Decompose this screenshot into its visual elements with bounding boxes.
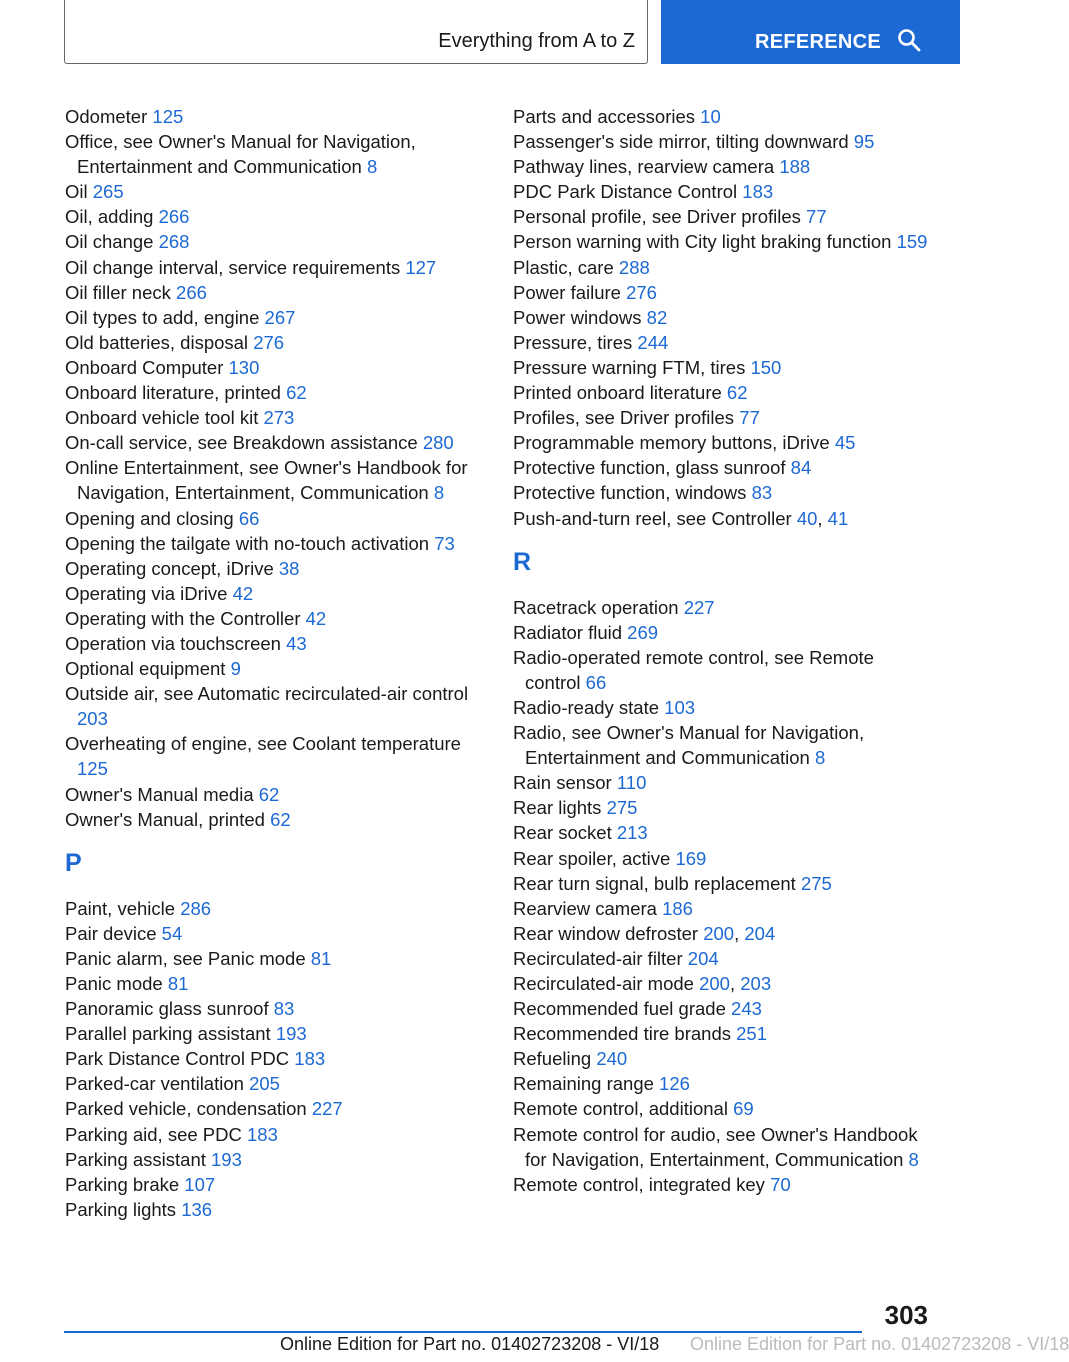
index-entry	[65, 946, 485, 971]
page-reference-link[interactable]: 251	[736, 1023, 768, 1045]
index-term: Onboard Computer	[65, 356, 224, 378]
page-reference-link[interactable]: 126	[659, 1073, 690, 1095]
index-term: Operating concept, iDrive	[65, 557, 274, 579]
index-term: Operation via touchscreen	[65, 632, 281, 654]
page-reference-link[interactable]: 193	[211, 1148, 242, 1170]
index-term: Radio, see Owner's Manual for Navigation, Entertainment and Communication	[513, 722, 865, 769]
page-reference-link[interactable]: 82	[646, 306, 668, 328]
index-term: Parked vehicle, condensation	[65, 1098, 307, 1120]
index-entry	[65, 921, 485, 946]
index-entry	[65, 455, 485, 505]
footer-watermark: Online Edition for Part no. 01402723208 - VI/18	[690, 1334, 1069, 1354]
page-reference-link[interactable]: 62	[726, 382, 748, 404]
index-term: Parking brake	[65, 1173, 180, 1195]
index-entry	[513, 104, 933, 129]
page-reference-link[interactable]: 9	[230, 658, 241, 680]
page-reference-link[interactable]: 43	[286, 632, 307, 654]
index-term: Onboard literature, printed	[65, 382, 281, 404]
index-term: Recommended tire brands	[513, 1023, 731, 1045]
page-reference-link[interactable]: 8	[433, 482, 445, 504]
page-reference-link[interactable]: 268	[158, 231, 190, 253]
index-term: Optional equipment	[65, 658, 226, 680]
index-entry	[513, 896, 933, 921]
index-entry	[513, 1071, 933, 1096]
index-entry	[513, 305, 933, 330]
page-reference-link[interactable]: 42	[232, 582, 254, 604]
page-reference-link[interactable]: 183	[247, 1123, 278, 1145]
page-reference-link[interactable]: 84	[790, 457, 812, 479]
page-reference-link[interactable]: 10	[700, 106, 721, 127]
index-entry	[65, 807, 485, 832]
page-reference-link[interactable]: 169	[675, 847, 707, 869]
page-reference-link[interactable]: 244	[637, 331, 669, 353]
page-reference-link[interactable]: 8	[367, 156, 378, 178]
index-entry	[513, 1021, 933, 1046]
index-entry: Recirculated-air mode 200, 203	[513, 973, 772, 994]
index-term: Plastic, care	[513, 256, 614, 278]
index-term: Recirculated-air filter	[513, 947, 683, 969]
page-reference-link[interactable]: 275	[606, 797, 638, 819]
index-entry	[65, 380, 485, 405]
index-term: Opening the tailgate with no-touch activation	[65, 532, 430, 554]
page-reference-link[interactable]: 183	[742, 181, 774, 203]
page-reference-link[interactable]: 110	[616, 772, 647, 794]
index-entry	[65, 581, 485, 606]
index-term: Passenger's side mirror, tilting downward	[513, 131, 849, 153]
index-term: Park Distance Control PDC	[65, 1048, 290, 1070]
page-reference-link[interactable]: 40	[796, 507, 818, 529]
page-reference-link[interactable]: 286	[180, 897, 212, 919]
page-reference-link[interactable]: 62	[270, 808, 291, 830]
index-entry	[513, 1046, 933, 1071]
page-reference-link[interactable]: 8	[815, 747, 826, 769]
page-reference-link[interactable]: 186	[662, 897, 693, 919]
index-entry	[513, 871, 933, 896]
index-entry	[65, 1046, 485, 1071]
index-entry	[513, 355, 933, 380]
page-reference-link[interactable]: 204	[687, 947, 719, 969]
index-term: Personal profile, see Driver profiles	[513, 206, 801, 228]
index-column-right	[513, 104, 933, 1197]
index-term: Remaining range	[513, 1073, 654, 1095]
header-section-title: Everything from A to Z	[438, 30, 635, 52]
index-term: Parking aid, see PDC	[65, 1123, 242, 1145]
index-term: Person warning with City light braking function	[513, 231, 892, 253]
index-entry	[65, 996, 485, 1021]
index-term: Pair device	[65, 922, 157, 944]
page-reference-link[interactable]: 125	[77, 758, 108, 780]
page-reference-link[interactable]: 8	[908, 1148, 919, 1170]
index-entry	[513, 820, 933, 845]
index-entry	[513, 846, 933, 871]
page-reference-link[interactable]: 200	[699, 973, 730, 994]
index-entry	[513, 770, 933, 795]
index-entry	[513, 1122, 933, 1172]
page-reference-link[interactable]: 77	[739, 407, 760, 429]
index-column-left	[65, 104, 485, 1222]
page-reference-link[interactable]: 66	[585, 671, 607, 693]
page-reference-link[interactable]: 77	[806, 206, 827, 228]
index-entry	[65, 1147, 485, 1172]
index-entry	[65, 631, 485, 656]
index-entry	[65, 731, 485, 781]
header-section-box	[64, 0, 648, 64]
page-reference-link[interactable]: 69	[733, 1098, 754, 1120]
index-term: Old batteries, disposal	[65, 331, 249, 353]
page-reference-link[interactable]: 136	[181, 1198, 213, 1220]
page-reference-link[interactable]: 81	[167, 973, 189, 994]
index-term: Owner's Manual media	[65, 783, 254, 805]
index-entry	[513, 380, 933, 405]
index-term: Radio-ready state	[513, 696, 660, 718]
index-term: PDC Park Distance Control	[513, 181, 738, 203]
index-entry	[65, 506, 485, 531]
index-term: Parked-car ventilation	[65, 1073, 244, 1095]
page-reference-link[interactable]: 66	[238, 507, 260, 529]
index-entry	[513, 204, 933, 229]
index-term: Rearview camera	[513, 897, 657, 919]
index-entry	[513, 695, 933, 720]
index-term: Recommended fuel grade	[513, 998, 726, 1020]
index-term: Office, see Owner's Manual for Navigation, Entertainment and Communication	[65, 131, 416, 178]
index-term: Rear turn signal, bulb replacement	[513, 872, 796, 894]
page-number: 303	[884, 1300, 928, 1330]
footer-edition-text: Online Edition for Part no. 01402723208 - VI/18	[280, 1334, 660, 1354]
index-entry	[513, 1096, 933, 1121]
index-term: Online Entertainment, see Owner's Handbook for Navigation, Entertainment, Communication	[65, 457, 468, 504]
index-entry	[513, 430, 933, 455]
index-term: Oil	[65, 181, 88, 203]
index-entry	[513, 620, 933, 645]
index-entry	[65, 556, 485, 581]
page-reference-link[interactable]: 276	[626, 281, 657, 303]
section-letter-heading: R	[513, 547, 532, 576]
index-term: Programmable memory buttons, iDrive	[513, 432, 830, 454]
page-reference-link[interactable]: 243	[731, 998, 762, 1020]
index-term: Remote control, additional	[513, 1098, 728, 1120]
index-entry	[65, 606, 485, 631]
index-entry	[513, 280, 933, 305]
page-reference-link[interactable]: 41	[827, 507, 849, 529]
index-term: Opening and closing	[65, 507, 234, 529]
index-term: Oil types to add, engine	[65, 306, 260, 328]
index-entry	[513, 330, 933, 355]
index-term: Overheating of engine, see Coolant temperature	[65, 733, 461, 755]
page-reference-link[interactable]: 193	[275, 1023, 307, 1045]
index-term: Protective function, glass sunroof	[513, 457, 786, 479]
index-entry: Push-and-turn reel, see Controller 40, 41	[513, 507, 849, 529]
index-entry	[513, 154, 933, 179]
footer-divider	[64, 1331, 862, 1333]
page-reference-link[interactable]: 273	[263, 407, 295, 429]
page-reference-link[interactable]: 127	[405, 256, 437, 278]
header-reference-bar[interactable]	[661, 0, 960, 64]
index-entry	[513, 595, 933, 620]
index-entry	[513, 795, 933, 820]
index-entry	[65, 656, 485, 681]
index-term: Oil filler neck	[65, 281, 171, 303]
page-reference-link[interactable]: 269	[627, 621, 659, 643]
index-entry	[513, 179, 933, 204]
index-entry	[65, 971, 485, 996]
page-reference-link[interactable]: 265	[92, 181, 124, 203]
index-entry	[65, 330, 485, 355]
index-term: Pathway lines, rearview camera	[513, 156, 775, 178]
index-entry	[513, 996, 933, 1021]
page-reference-link[interactable]: 70	[770, 1173, 791, 1195]
index-term: Profiles, see Driver profiles	[513, 407, 735, 429]
index-entry	[65, 305, 485, 330]
page-reference-link[interactable]: 83	[273, 998, 295, 1020]
index-entry	[65, 1172, 485, 1197]
page-reference-link[interactable]: 45	[834, 432, 856, 454]
index-term: Paint, vehicle	[65, 897, 176, 919]
page-reference-link[interactable]: 62	[258, 783, 280, 805]
index-entry	[513, 946, 933, 971]
page-reference-link[interactable]: 203	[77, 708, 108, 730]
page-reference-link[interactable]: 267	[264, 306, 296, 328]
page-reference-link[interactable]: 288	[618, 256, 650, 278]
index-term: Oil change	[65, 231, 154, 253]
search-icon[interactable]	[897, 28, 921, 52]
page-reference-link[interactable]: 125	[152, 106, 184, 127]
index-term: Refueling	[513, 1048, 592, 1070]
page-reference-link[interactable]: 203	[740, 973, 772, 994]
page-reference-link[interactable]: 95	[853, 131, 875, 153]
index-term: Remote control, integrated key	[513, 1173, 765, 1195]
index-entry	[65, 280, 485, 305]
index-term: Rain sensor	[513, 772, 612, 794]
index-term: Recirculated-air mode	[513, 973, 694, 994]
page-reference-link[interactable]: 188	[779, 156, 811, 178]
index-term: Remote control for audio, see Owner's Handbook for Navigation, Entertainment, Communication	[513, 1123, 918, 1170]
index-term: Rear spoiler, active	[513, 847, 671, 869]
index-term: Rear socket	[513, 822, 612, 844]
page-reference-link[interactable]: 276	[253, 331, 285, 353]
page-reference-link[interactable]: 83	[751, 482, 773, 504]
index-term: Power windows	[513, 306, 642, 328]
page-reference-link[interactable]: 183	[294, 1048, 326, 1070]
index-term: Panic alarm, see Panic mode	[65, 947, 306, 969]
index-entry	[513, 480, 933, 505]
index-term: Panoramic glass sunroof	[65, 998, 269, 1020]
page-reference-link[interactable]: 159	[896, 231, 928, 253]
index-entry	[65, 405, 485, 430]
index-entry	[65, 104, 485, 129]
index-entry: Rear window defroster 200, 204	[513, 922, 776, 944]
index-entry	[65, 531, 485, 556]
index-term: Owner's Manual, printed	[65, 808, 265, 830]
index-entry	[65, 430, 485, 455]
index-term: Radiator fluid	[513, 621, 623, 643]
page-reference-link[interactable]: 81	[310, 947, 332, 969]
index-term: Parallel parking assistant	[65, 1023, 271, 1045]
index-entry	[65, 229, 485, 254]
index-entry	[513, 405, 933, 430]
index-entry	[513, 129, 933, 154]
page-reference-link[interactable]: 266	[176, 281, 207, 303]
index-term: Push-and-turn reel, see Controller	[513, 507, 792, 529]
index-term: Rear lights	[513, 797, 602, 819]
page-reference-link[interactable]: 205	[249, 1073, 280, 1095]
index-term: Panic mode	[65, 973, 163, 994]
page-reference-link[interactable]: 204	[744, 922, 776, 944]
index-entry	[65, 255, 485, 280]
index-entry	[513, 720, 933, 770]
index-entry	[65, 204, 485, 229]
index-term: Outside air, see Automatic recirculated-air control	[65, 683, 469, 705]
index-term: Operating via iDrive	[65, 582, 228, 604]
index-entry	[513, 229, 933, 254]
index-term: Rear window defroster	[513, 922, 699, 944]
header-reference-label[interactable]: REFERENCE	[755, 31, 882, 53]
page-reference-link[interactable]: 62	[286, 382, 307, 404]
index-entry	[65, 1096, 485, 1121]
index-entry	[65, 355, 485, 380]
page-reference-link[interactable]: 54	[161, 922, 183, 944]
index-term: On-call service, see Breakdown assistance	[65, 432, 418, 454]
index-term: Oil change interval, service requirements	[65, 256, 401, 278]
page-reference-link[interactable]: 107	[184, 1173, 216, 1195]
page-reference-link[interactable]: 266	[158, 206, 190, 228]
page-reference-link[interactable]: 150	[750, 356, 782, 378]
page-reference-link[interactable]: 73	[434, 532, 455, 554]
index-entry	[65, 681, 485, 731]
index-term: Protective function, windows	[513, 482, 747, 504]
page-reference-link[interactable]: 275	[800, 872, 832, 894]
page-reference-link[interactable]: 42	[305, 607, 327, 629]
index-entry	[65, 782, 485, 807]
index-entry	[513, 645, 933, 695]
index-entry	[65, 896, 485, 921]
index-term: Onboard vehicle tool kit	[65, 407, 259, 429]
index-term: Operating with the Controller	[65, 607, 301, 629]
index-term: Parts and accessories	[513, 106, 696, 127]
index-term: Printed onboard literature	[513, 382, 722, 404]
index-entry	[65, 1122, 485, 1147]
page-reference-link[interactable]: 280	[422, 432, 454, 454]
page-reference-link[interactable]: 240	[596, 1048, 628, 1070]
page-reference-link[interactable]: 38	[278, 557, 300, 579]
index-entry	[65, 1197, 485, 1222]
index-term: Radio-operated remote control, see Remote control	[513, 646, 874, 693]
index-term: Pressure warning FTM, tires	[513, 356, 746, 378]
index-entry	[65, 1071, 485, 1096]
index-term: Racetrack operation	[513, 596, 679, 618]
index-entry	[65, 1021, 485, 1046]
index-term: Odometer	[65, 106, 148, 127]
index-term: Oil, adding	[65, 206, 154, 228]
section-letter-heading: P	[65, 848, 82, 877]
page-reference-link[interactable]: 103	[664, 696, 696, 718]
page-reference-link[interactable]: 200	[703, 922, 735, 944]
index-entry	[65, 129, 485, 179]
page-reference-link[interactable]: 227	[683, 596, 715, 618]
index-term: Power failure	[513, 281, 621, 303]
index-entry	[513, 255, 933, 280]
page-reference-link[interactable]: 130	[228, 356, 260, 378]
page-reference-link[interactable]: 213	[616, 822, 648, 844]
index-entry	[513, 1172, 933, 1197]
index-term: Pressure, tires	[513, 331, 633, 353]
index-entry	[65, 179, 485, 204]
page-reference-link[interactable]: 227	[311, 1098, 343, 1120]
index-entry	[513, 455, 933, 480]
index-term: Parking lights	[65, 1198, 177, 1220]
index-term: Parking assistant	[65, 1148, 206, 1170]
